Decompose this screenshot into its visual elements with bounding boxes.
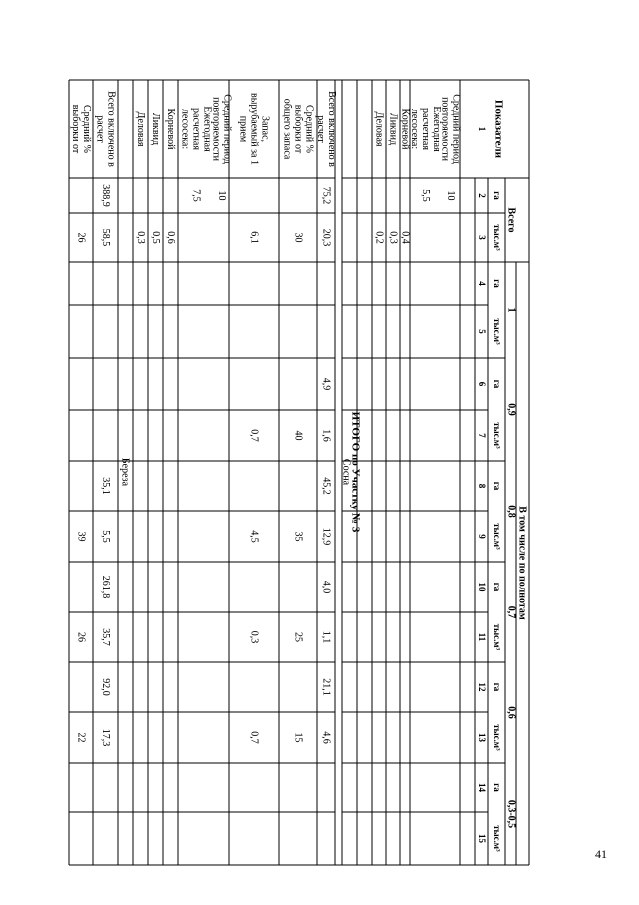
row-label: Деловая bbox=[373, 111, 385, 147]
cell-value: 261,8 bbox=[100, 575, 112, 599]
page-number: 41 bbox=[595, 847, 607, 861]
cell-value: 21,1 bbox=[320, 678, 332, 696]
cell-value: 75,2 bbox=[320, 186, 332, 205]
header-thousand-m3: тыс.м³ bbox=[491, 318, 502, 345]
cell-value: 26 bbox=[75, 232, 87, 243]
header-col-number: 6 bbox=[476, 381, 487, 387]
header-col-number: 13 bbox=[476, 733, 487, 742]
row-label: Корневой bbox=[165, 108, 177, 150]
cell-value: 26 bbox=[75, 632, 87, 642]
header-ha: га bbox=[491, 279, 502, 288]
header-col-number: 3 bbox=[476, 235, 487, 240]
cell-value: 0,5 bbox=[150, 231, 162, 244]
cell-value: 12,9 bbox=[320, 527, 332, 546]
row-label: Всего включено в bbox=[105, 91, 117, 167]
row-label: лесосека: bbox=[179, 108, 191, 150]
cell-value: 45,2 bbox=[320, 477, 332, 495]
cell-value: 35 bbox=[292, 531, 304, 542]
cell-value: 92,0 bbox=[100, 678, 112, 696]
header-thousand-m3: тыс.м³ bbox=[491, 825, 502, 852]
cell-value: 0,4 bbox=[399, 231, 411, 244]
cell-value: 4,6 bbox=[320, 731, 332, 744]
row-label: выборки от bbox=[292, 104, 304, 154]
header-thousand-m3: тыс.м³ bbox=[491, 224, 502, 251]
section-title: ИТОГО по Участку № 3 bbox=[349, 411, 362, 533]
row-label: расчетная bbox=[420, 108, 432, 150]
header-col-number: 14 bbox=[476, 783, 487, 792]
cell-value: 6,1 bbox=[248, 231, 260, 244]
header-ha: га bbox=[491, 379, 502, 389]
row-label: прием bbox=[237, 115, 249, 143]
cell-value: 10 bbox=[216, 190, 228, 201]
row-label: Ежегодная bbox=[431, 106, 443, 152]
row-label: Всего включено в bbox=[326, 91, 338, 167]
row-label: расчет bbox=[315, 115, 327, 143]
row-label: выборки от bbox=[70, 104, 82, 154]
header-thousand-m3: тыс.м³ bbox=[491, 523, 502, 550]
header-col-number: 7 bbox=[476, 433, 487, 438]
header-col-number: 5 bbox=[476, 329, 487, 334]
cell-value: 0,7 bbox=[248, 731, 260, 744]
row-label: Ежегодная bbox=[201, 106, 213, 152]
row-label: Деловая bbox=[135, 111, 147, 147]
cell-value: 35,7 bbox=[100, 628, 112, 646]
row-label: расчет bbox=[94, 115, 106, 143]
cell-value: 30 bbox=[292, 232, 304, 243]
header-ha: га bbox=[491, 481, 502, 491]
cell-value: 0,3 bbox=[387, 231, 399, 244]
cell-value: 4,0 bbox=[320, 580, 332, 594]
cell-value: 10 bbox=[445, 190, 457, 201]
cell-value: 4,5 bbox=[248, 530, 260, 543]
header-col-number: 4 bbox=[476, 281, 487, 286]
header-ha: га bbox=[491, 191, 502, 200]
cell-value: 40 bbox=[292, 430, 304, 441]
cell-value: 1,1 bbox=[320, 630, 332, 644]
header-col-number: 12 bbox=[476, 682, 487, 692]
header-total: Всего bbox=[505, 207, 517, 233]
row-label: Ликвид bbox=[387, 112, 399, 146]
cell-value: 7,5 bbox=[190, 189, 202, 202]
cell-value: 5,5 bbox=[420, 189, 432, 202]
row-label: лесосека: bbox=[409, 108, 421, 150]
row-label: Средний период bbox=[221, 94, 233, 164]
cell-value: 20,3 bbox=[320, 228, 332, 247]
header-ha: га bbox=[491, 682, 502, 692]
cell-value: 58,5 bbox=[100, 228, 112, 247]
cell-value: 17,3 bbox=[100, 728, 112, 747]
header-col-number: 10 bbox=[476, 582, 487, 592]
row-label: Ликвид bbox=[150, 112, 162, 146]
species-pine: Сосна bbox=[340, 458, 352, 486]
species-birch: Береза bbox=[119, 457, 131, 487]
header-density: 0,3-0,5 bbox=[505, 799, 517, 829]
header-by-density: В том числе по полнотам bbox=[516, 506, 528, 620]
row-label: вырубаемый за 1 bbox=[248, 93, 260, 165]
row-label: Средний период bbox=[450, 94, 462, 164]
cell-value: 0,2 bbox=[373, 231, 385, 244]
cell-value: 4,9 bbox=[320, 377, 332, 391]
header-density: 0,8 bbox=[505, 505, 517, 518]
row-label: расчетная bbox=[190, 108, 202, 150]
row-label: Средний % bbox=[81, 105, 93, 153]
cell-value: 1,6 bbox=[320, 429, 332, 442]
row-label: Корневой bbox=[399, 108, 411, 150]
cell-value: 5,5 bbox=[100, 530, 112, 543]
cell-value: 0,3 bbox=[135, 231, 147, 244]
header-col-number: 8 bbox=[476, 483, 487, 489]
header-col-number: 1 bbox=[476, 126, 487, 132]
cell-value: 388,9 bbox=[100, 184, 112, 207]
table-text bbox=[70, 91, 528, 852]
cell-value: 22 bbox=[75, 732, 87, 743]
cell-value: 0,3 bbox=[248, 630, 260, 644]
header-ha: га bbox=[491, 783, 502, 792]
cell-value: 39 bbox=[75, 531, 87, 542]
header-density: 0,6 bbox=[505, 706, 517, 719]
row-label: Запас, bbox=[259, 115, 271, 143]
header-col-number: 15 bbox=[476, 834, 487, 843]
cell-value: 0,7 bbox=[248, 429, 260, 442]
row-label: общего запаса bbox=[281, 98, 293, 160]
cell-value: 25 bbox=[292, 632, 304, 642]
cell-value: 35,1 bbox=[100, 477, 112, 495]
row-label: повторяемости bbox=[439, 97, 451, 161]
header-indicators: Показатели bbox=[492, 99, 505, 159]
header-thousand-m3: тыс.м³ bbox=[491, 422, 502, 449]
row-label: повторяемости bbox=[210, 97, 222, 161]
cell-value: 0,6 bbox=[165, 231, 177, 244]
header-col-number: 2 bbox=[476, 193, 487, 198]
header-thousand-m3: тыс.м³ bbox=[491, 724, 502, 751]
row-label: Средний % bbox=[303, 105, 315, 153]
cell-value: 15 bbox=[292, 732, 304, 743]
header-thousand-m3: тыс.м³ bbox=[491, 623, 502, 651]
header-ha: га bbox=[491, 582, 502, 592]
header-col-number: 9 bbox=[476, 534, 487, 539]
header-density: 0,7 bbox=[505, 605, 517, 619]
table-grid bbox=[69, 80, 529, 865]
header-density: 1 bbox=[505, 307, 517, 313]
header-col-number: 11 bbox=[476, 632, 487, 642]
header-density: 0,9 bbox=[505, 403, 517, 416]
